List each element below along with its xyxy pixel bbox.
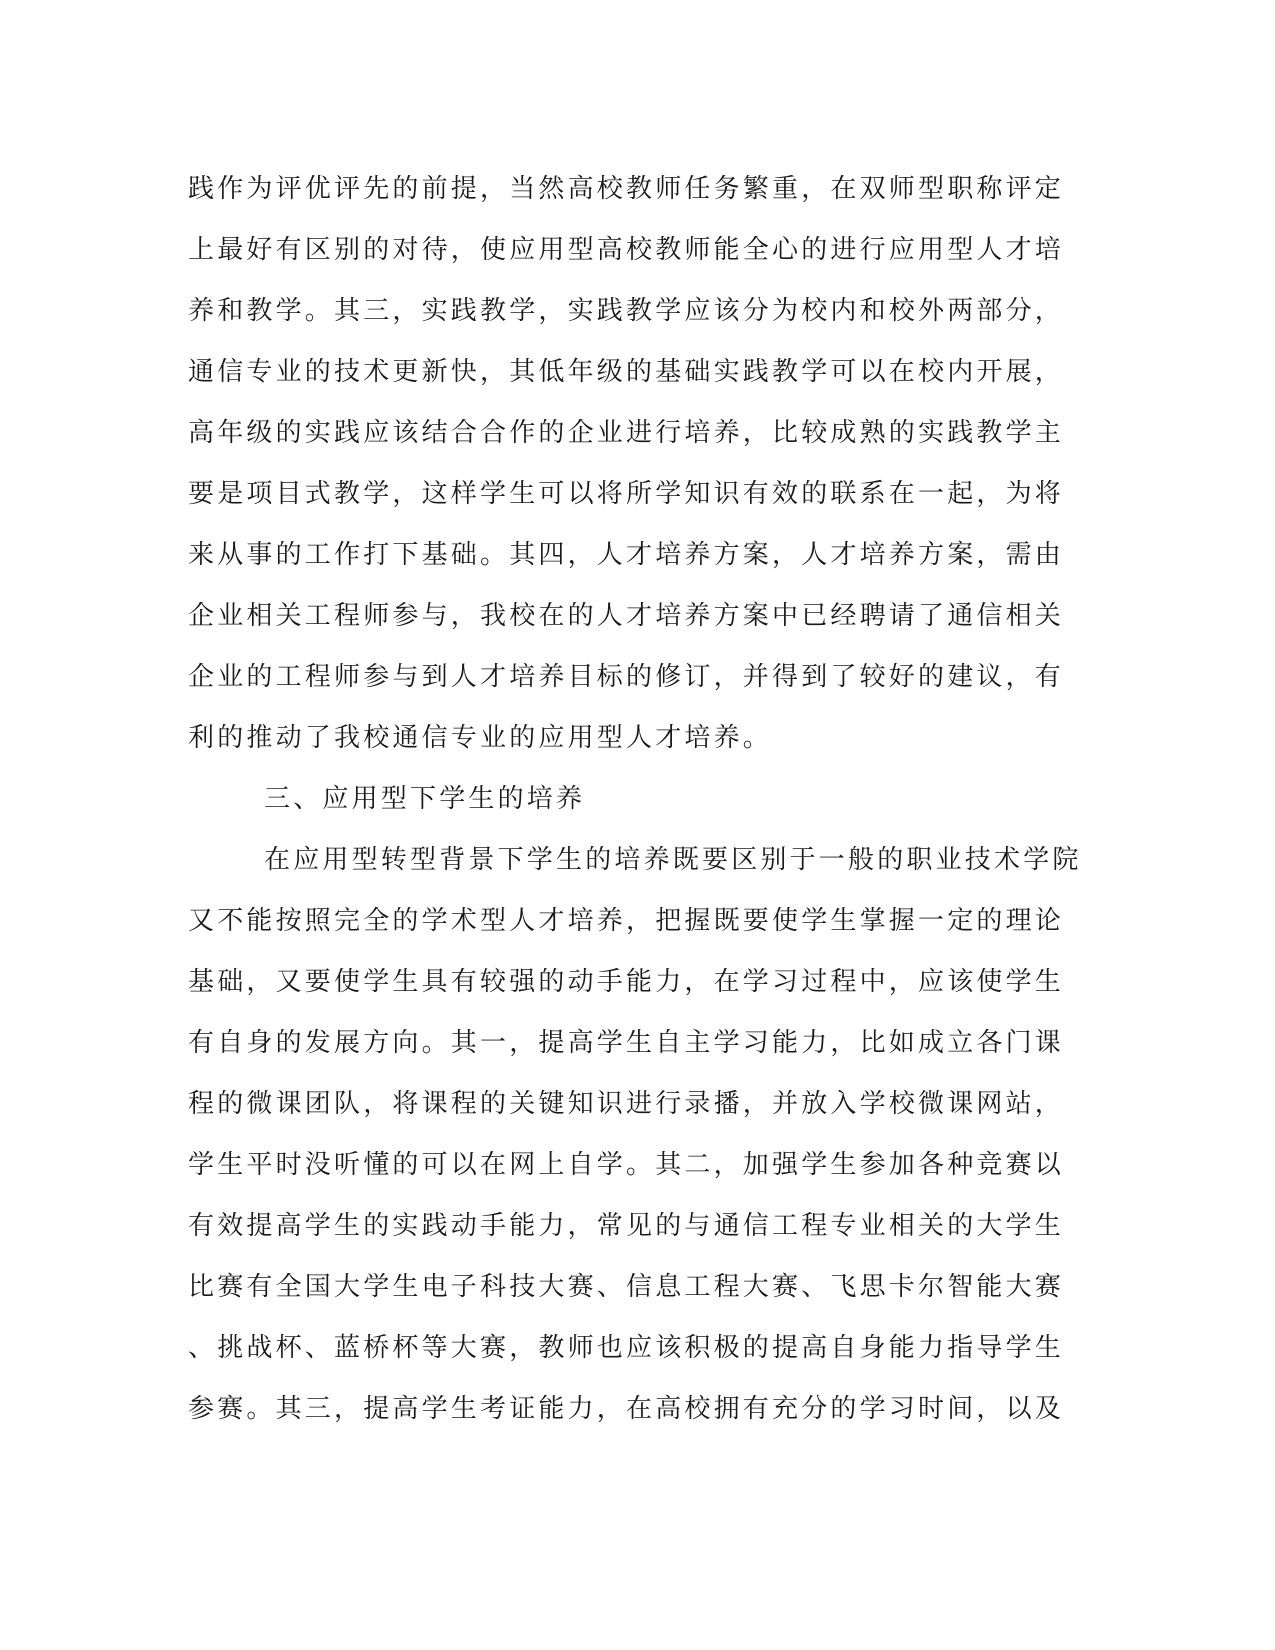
text-line: 通信专业的技术更新快，其低年级的基础实践教学可以在校内开展， xyxy=(188,357,1065,387)
text-line: 践作为评优评先的前提，当然高校教师任务繁重，在双师型职称评定 xyxy=(188,174,1065,204)
text-line: 要是项目式教学，这样学生可以将所学知识有效的联系在一起，为将 xyxy=(188,479,1065,509)
text-line: 来从事的工作打下基础。其四，人才培养方案，人才培养方案，需由 xyxy=(188,540,1065,570)
text-line: 企业的工程师参与到人才培养目标的修订，并得到了较好的建议，有 xyxy=(188,662,1065,692)
text-line: 在应用型转型背景下学生的培养既要区别于一般的职业技术学院 xyxy=(264,845,1082,875)
text-line: 程的微课团队，将课程的关键知识进行录播，并放入学校微课网站， xyxy=(188,1089,1065,1119)
text-line: 有效提高学生的实践动手能力，常见的与通信工程专业相关的大学生 xyxy=(188,1211,1065,1241)
text-line: 上最好有区别的对待，使应用型高校教师能全心的进行应用型人才培 xyxy=(188,235,1065,265)
text-line: 高年级的实践应该结合合作的企业进行培养，比较成熟的实践教学主 xyxy=(188,418,1065,448)
text-line: 养和教学。其三，实践教学，实践教学应该分为校内和校外两部分， xyxy=(188,296,1065,326)
section-heading: 三、应用型下学生的培养 xyxy=(264,784,586,814)
text-line: 学生平时没听懂的可以在网上自学。其二，加强学生参加各种竞赛以 xyxy=(188,1150,1065,1180)
text-line: 利的推动了我校通信专业的应用型人才培养。 xyxy=(188,723,773,753)
text-line: 又不能按照完全的学术型人才培养，把握既要使学生掌握一定的理论 xyxy=(188,906,1065,936)
text-line: 比赛有全国大学生电子科技大赛、信息工程大赛、飞思卡尔智能大赛 xyxy=(188,1272,1065,1302)
text-line: 、挑战杯、蓝桥杯等大赛，教师也应该积极的提高自身能力指导学生 xyxy=(188,1333,1065,1363)
text-line: 企业相关工程师参与，我校在的人才培养方案中已经聘请了通信相关 xyxy=(188,601,1065,631)
text-line: 参赛。其三，提高学生考证能力，在高校拥有充分的学习时间，以及 xyxy=(188,1394,1065,1424)
text-line: 基础，又要使学生具有较强的动手能力，在学习过程中，应该使学生 xyxy=(188,967,1065,997)
text-line: 有自身的发展方向。其一，提高学生自主学习能力，比如成立各门课 xyxy=(188,1028,1065,1058)
